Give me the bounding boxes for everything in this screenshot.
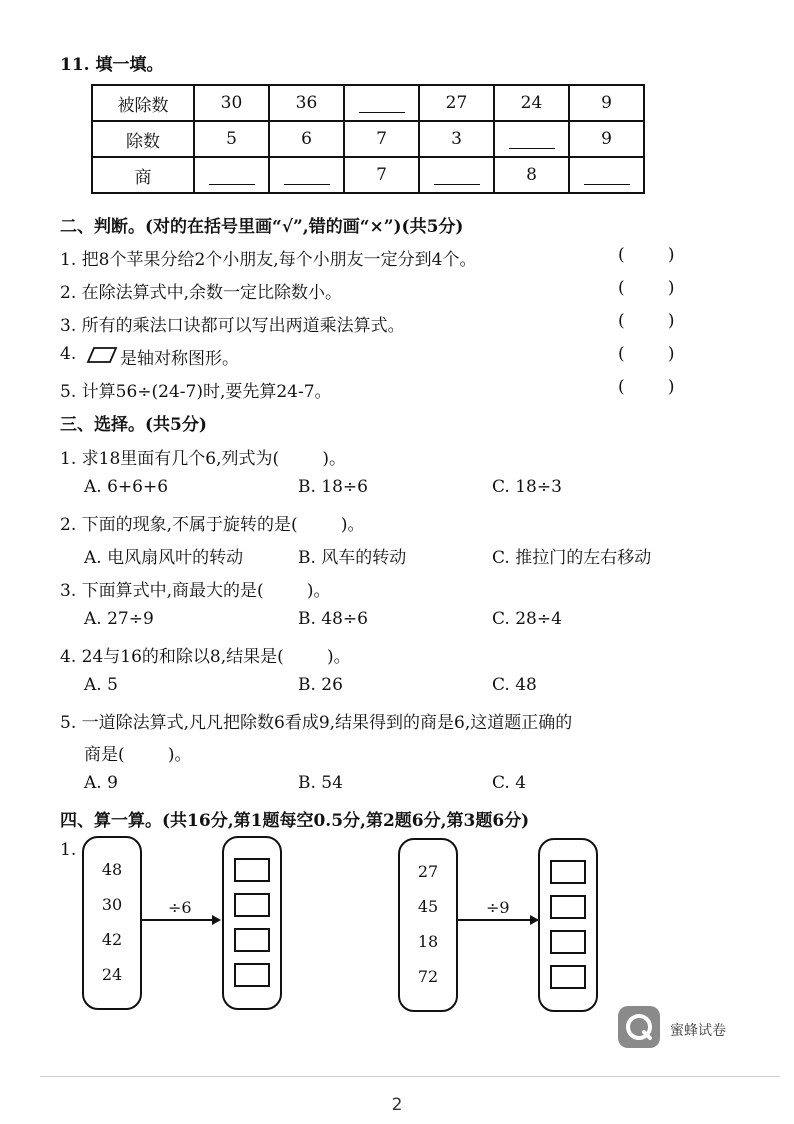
table-cell: 6 xyxy=(269,121,344,157)
q11-title: 11. 填一填。 xyxy=(60,55,164,75)
answer-box[interactable] xyxy=(550,965,586,989)
table-cell: 24 xyxy=(494,85,569,121)
option-c[interactable]: C. 4 xyxy=(492,773,527,793)
table-cell: 8 xyxy=(494,157,569,193)
dividend-value: 18 xyxy=(417,932,439,951)
answer-box[interactable] xyxy=(234,963,270,987)
watermark-text: 蜜蜂试卷 xyxy=(670,1023,726,1039)
footer-divider xyxy=(40,1076,780,1077)
option-a[interactable]: A. 9 xyxy=(84,773,118,793)
answer-paren[interactable]: ( ) xyxy=(618,245,675,265)
answer-paren[interactable]: ( ) xyxy=(618,311,675,331)
choice-stem-3: 3. 下面算式中,商最大的是( )。 xyxy=(60,581,331,601)
judge-item-4: 4. xyxy=(60,344,77,364)
dividend-value: 24 xyxy=(101,965,123,984)
arrow-icon xyxy=(142,913,222,927)
choice-stem-1: 1. 求18里面有几个6,列式为( )。 xyxy=(60,449,346,469)
fill-table xyxy=(91,84,645,194)
answer-blank[interactable] xyxy=(344,85,419,121)
dividend-value: 45 xyxy=(417,897,439,916)
option-b[interactable]: B. 54 xyxy=(298,773,343,793)
q1-label: 1. xyxy=(60,840,77,860)
answer-paren[interactable]: ( ) xyxy=(618,278,675,298)
table-cell: 36 xyxy=(269,85,344,121)
arrow-icon xyxy=(458,913,540,927)
answer-box[interactable] xyxy=(550,895,586,919)
answer-column xyxy=(538,838,598,1012)
row-head: 商 xyxy=(92,157,194,193)
answer-blank[interactable] xyxy=(569,157,644,193)
answer-box[interactable] xyxy=(550,860,586,884)
logo-icon xyxy=(618,1006,660,1048)
choice-stem-2: 2. 下面的现象,不属于旋转的是( )。 xyxy=(60,515,365,535)
section-3-title: 三、选择。(共5分) xyxy=(60,415,207,435)
dividend-column xyxy=(398,838,458,1012)
dividend-value: 42 xyxy=(101,930,123,949)
table-cell: 9 xyxy=(569,121,644,157)
dividend-column xyxy=(82,836,142,1010)
dividend-value: 48 xyxy=(101,860,123,879)
dividend-value: 27 xyxy=(417,862,439,881)
table-row xyxy=(92,121,644,157)
page-number: 2 xyxy=(391,1095,403,1115)
judge-item-4-text: 是轴对称图形。 xyxy=(120,349,239,369)
judge-item-3: 3. 所有的乘法口诀都可以写出两道乘法算式。 xyxy=(60,316,405,336)
answer-box[interactable] xyxy=(234,858,270,882)
table-cell: 9 xyxy=(569,85,644,121)
option-c[interactable]: C. 48 xyxy=(492,675,537,695)
option-b[interactable]: B. 风车的转动 xyxy=(298,548,407,568)
operator-label: ÷6 xyxy=(168,898,192,917)
option-c[interactable]: C. 推拉门的左右移动 xyxy=(492,548,652,568)
option-a[interactable]: A. 5 xyxy=(84,675,118,695)
option-a[interactable]: A. 电风扇风叶的转动 xyxy=(84,548,244,568)
answer-blank[interactable] xyxy=(494,121,569,157)
judge-item-1: 1. 把8个苹果分给2个小朋友,每个小朋友一定分到4个。 xyxy=(60,250,477,270)
operator-label: ÷9 xyxy=(486,898,510,917)
answer-box[interactable] xyxy=(550,930,586,954)
option-b[interactable]: B. 18÷6 xyxy=(298,477,368,497)
answer-blank[interactable] xyxy=(269,157,344,193)
answer-blank[interactable] xyxy=(194,157,269,193)
option-b[interactable]: B. 48÷6 xyxy=(298,609,368,629)
answer-paren[interactable]: ( ) xyxy=(618,344,675,364)
option-a[interactable]: A. 27÷9 xyxy=(84,609,154,629)
row-head: 被除数 xyxy=(92,85,194,121)
dividend-value: 30 xyxy=(101,895,123,914)
table-cell: 5 xyxy=(194,121,269,157)
judge-item-5: 5. 计算56÷(24-7)时,要先算24-7。 xyxy=(60,382,332,402)
parallelogram-icon xyxy=(86,346,118,364)
table-cell: 30 xyxy=(194,85,269,121)
judge-item-2: 2. 在除法算式中,余数一定比除数小。 xyxy=(60,283,343,303)
choice-stem-5-cont: 商是( )。 xyxy=(84,745,192,765)
table-row xyxy=(92,157,644,193)
watermark-logo xyxy=(618,1006,660,1048)
option-a[interactable]: A. 6+6+6 xyxy=(84,477,169,497)
dividend-value: 72 xyxy=(417,967,439,986)
choice-stem-4: 4. 24与16的和除以8,结果是( )。 xyxy=(60,647,351,667)
table-cell: 7 xyxy=(344,121,419,157)
option-c[interactable]: C. 28÷4 xyxy=(492,609,562,629)
option-c[interactable]: C. 18÷3 xyxy=(492,477,562,497)
answer-box[interactable] xyxy=(234,928,270,952)
row-head: 除数 xyxy=(92,121,194,157)
choice-stem-5: 5. 一道除法算式,凡凡把除数6看成9,结果得到的商是6,这道题正确的 xyxy=(60,713,573,733)
answer-blank[interactable] xyxy=(419,157,494,193)
answer-box[interactable] xyxy=(234,893,270,917)
option-b[interactable]: B. 26 xyxy=(298,675,343,695)
table-cell: 7 xyxy=(344,157,419,193)
answer-paren[interactable]: ( ) xyxy=(618,377,675,397)
table-cell: 27 xyxy=(419,85,494,121)
section-4-title: 四、算一算。(共16分,第1题每空0.5分,第2题6分,第3题6分) xyxy=(60,811,530,831)
table-row xyxy=(92,85,644,121)
section-2-title: 二、判断。(对的在括号里画“√”,错的画“×”)(共5分) xyxy=(60,217,464,237)
answer-column xyxy=(222,836,282,1010)
table-cell: 3 xyxy=(419,121,494,157)
